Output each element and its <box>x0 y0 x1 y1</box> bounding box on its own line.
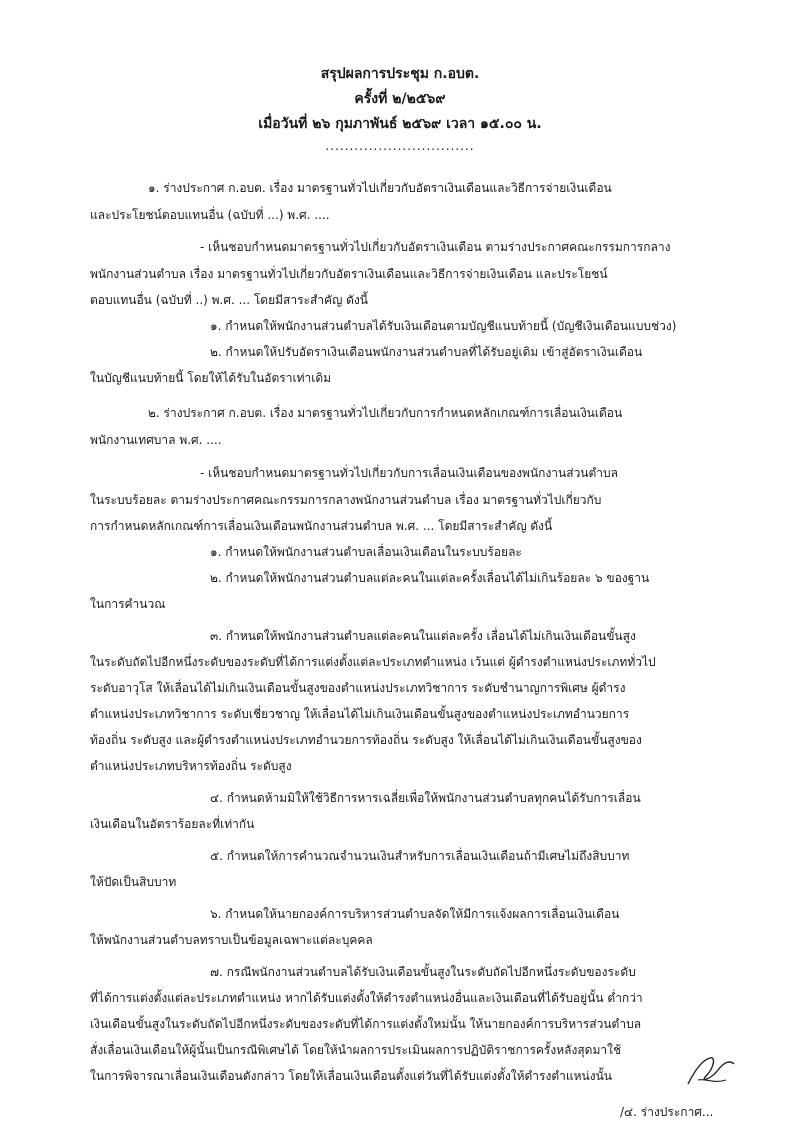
text-line: ให้พนักงานส่วนตำบลทราบเป็นข้อมูลเฉพาะแต่ละบุคคล <box>90 933 373 947</box>
text-line: ๗. กรณีพนักงานส่วนตำบลได้รับเงินเดือนขั้นสูงในระดับถัดไปอีกหนึ่งระดับของระดับ <box>210 965 636 979</box>
document-title: สรุปผลการประชุม ก.อบต. <box>320 66 480 82</box>
text-line: การกำหนดหลักเกณฑ์การเลื่อนเงินเดือนพนักงานส่วนตำบล พ.ศ. ... โดยมีสาระสำคัญ ดังนี้ <box>90 519 553 533</box>
text-line: ตำแหน่งประเภทบริหารท้องถิ่น ระดับสูง <box>90 759 292 773</box>
text-line: ๖. กำหนดให้นายกองค์การบริหารส่วนตำบลจัดให้มีการแจ้งผลการเลื่อนเงินเดือน <box>210 907 620 921</box>
title-block <box>0 62 800 153</box>
text-line: ตำแหน่งประเภทวิชาการ ระดับเชี่ยวชาญ ให้เลื่อนได้ไม่เกินเงินเดือนขั้นสูงของตำแหน่งประเภทอำนวยการ <box>90 707 630 721</box>
text-line: ในบัญชีแนบท้ายนี้ โดยให้ได้รับในอัตราเท่าเดิม <box>90 371 332 385</box>
meeting-date: เมื่อวันที่ ๒๖ กุมภาพันธ์ ๒๕๖๙ เวลา ๑๕.๐๐ น. <box>258 116 542 132</box>
text-line: ที่ได้การแต่งตั้งแต่ละประเภทตำแหน่ง หากได้รับแต่งตั้งให้ดำรงตำแหน่งอื่นและเงินเดือนที่ได้รับอยู่นั้น ต่ำกว่า <box>90 991 643 1005</box>
title-divider: ............................... <box>325 139 475 153</box>
text-line: - เห็นชอบกำหนดมาตรฐานทั่วไปเกี่ยวกับอัตราเงินเดือน ตามร่างประกาศคณะกรรมการกลาง <box>200 240 671 254</box>
text-line: สั่งเลื่อนเงินเดือนให้ผู้นั้นเป็นกรณีพิเศษได้ โดยให้นำผลการประเมินผลการปฏิบัติราชการครั้งหลังสุดมาใช้ <box>90 1043 622 1057</box>
session-number: ครั้งที่ ๒/๒๕๖๙ <box>354 91 446 107</box>
signature-mark <box>680 1050 740 1090</box>
text-line: ท้องถิ่น ระดับสูง และผู้ดำรงตำแหน่งประเภทอำนวยการท้องถิ่น ระดับสูง ให้เลื่อนได้ไม่เกินเงินเดือนขั้นสูงของ <box>90 733 642 747</box>
text-line: เงินเดือนขั้นสูงในระดับถัดไปอีกหนึ่งระดับของระดับที่ได้การแต่งตั้งใหม่นั้น ให้นายกองค์การบริหารส่วนตำบล <box>90 1017 642 1031</box>
text-line: ๒. กำหนดให้ปรับอัตราเงินเดือนพนักงานส่วนตำบลที่ได้รับอยู่เดิม เข้าสู่อัตราเงินเดือน <box>210 345 643 359</box>
text-line: ๑. กำหนดให้พนักงานส่วนตำบลเลื่อนเงินเดือนในระบบร้อยละ <box>210 545 522 559</box>
text-line: ในการคำนวณ <box>90 597 166 611</box>
text-line: ให้ปัดเป็นสิบบาท <box>90 875 177 889</box>
text-line: ๓. กำหนดให้พนักงานส่วนตำบลแต่ละคนในแต่ละครั้ง เลื่อนได้ไม่เกินเงินเดือนขั้นสูง <box>210 629 636 643</box>
text-line: ตอบแทนอื่น (ฉบับที่ ..) พ.ศ. ... โดยมีสาระสำคัญ ดังนี้ <box>90 293 368 307</box>
text-line: ๒. ร่างประกาศ ก.อบต. เรื่อง มาตรฐานทั่วไปเกี่ยวกับการกำหนดหลักเกณฑ์การเลื่อนเงินเดือน <box>148 406 623 420</box>
text-line: พนักงานส่วนตำบล เรื่อง มาตรฐานทั่วไปเกี่ยวกับอัตราเงินเดือนและวิธีการจ่ายเงินเดือน และประโยชน์ <box>90 267 608 281</box>
continuation-note: /๔. ร่างประกาศ... <box>620 1105 714 1119</box>
text-line: ๕. กำหนดให้การคำนวณจำนวนเงินสำหรับการเลื่อนเงินเดือนถ้ามีเศษไม่ถึงสิบบาท <box>210 849 630 863</box>
text-line: ๔. กำหนดห้ามมิให้ใช้วิธีการหารเฉลี่ยเพื่อให้พนักงานส่วนตำบลทุกคนได้รับการเลื่อน <box>210 791 641 805</box>
text-line: และประโยชน์ตอบแทนอื่น (ฉบับที่ ...) พ.ศ. .... <box>90 208 330 222</box>
text-line: ๑. กำหนดให้พนักงานส่วนตำบลได้รับเงินเดือนตามบัญชีแนบท้ายนี้ (บัญชีเงินเดือนแบบช่วง) <box>210 319 677 333</box>
text-line: - เห็นชอบกำหนดมาตรฐานทั่วไปเกี่ยวกับการเลื่อนเงินเดือนของพนักงานส่วนตำบล <box>200 466 619 480</box>
text-line: ๑. ร่างประกาศ ก.อบต. เรื่อง มาตรฐานทั่วไปเกี่ยวกับอัตราเงินเดือนและวิธีการจ่ายเงินเดือน <box>148 181 612 195</box>
text-line: เงินเดือนในอัตราร้อยละที่เท่ากัน <box>90 817 255 831</box>
text-line: พนักงานเทศบาล พ.ศ. .... <box>90 433 222 447</box>
text-line: ในการพิจารณาเลื่อนเงินเดือนดังกล่าว โดยให้เลื่อนเงินเดือนตั้งแต่วันที่ได้รับแต่งตั้งให้ดำรงตำแหน่งนั้น <box>90 1069 612 1083</box>
text-line: ในระบบร้อยละ ตามร่างประกาศคณะกรรมการกลางพนักงานส่วนตำบล เรื่อง มาตรฐานทั่วไปเกี่ยวกับ <box>90 493 602 507</box>
text-line: ระดับอาวุโส ให้เลื่อนได้ไม่เกินเงินเดือนขั้นสูงของตำแหน่งประเภทวิชาการ ระดับชำนาญการพิเศษ ผู้ดำรง <box>90 681 626 695</box>
text-line: ๒. กำหนดให้พนักงานส่วนตำบลแต่ละคนในแต่ละครั้งเลื่อนได้ไม่เกินร้อยละ ๖ ของฐาน <box>210 571 650 585</box>
text-line: ในระดับถัดไปอีกหนึ่งระดับของระดับที่ได้การแต่งตั้งแต่ละประเภทตำแหน่ง เว้นแต่ ผู้ดำรงตำแหน่งประเภททั่วไป <box>90 655 656 669</box>
